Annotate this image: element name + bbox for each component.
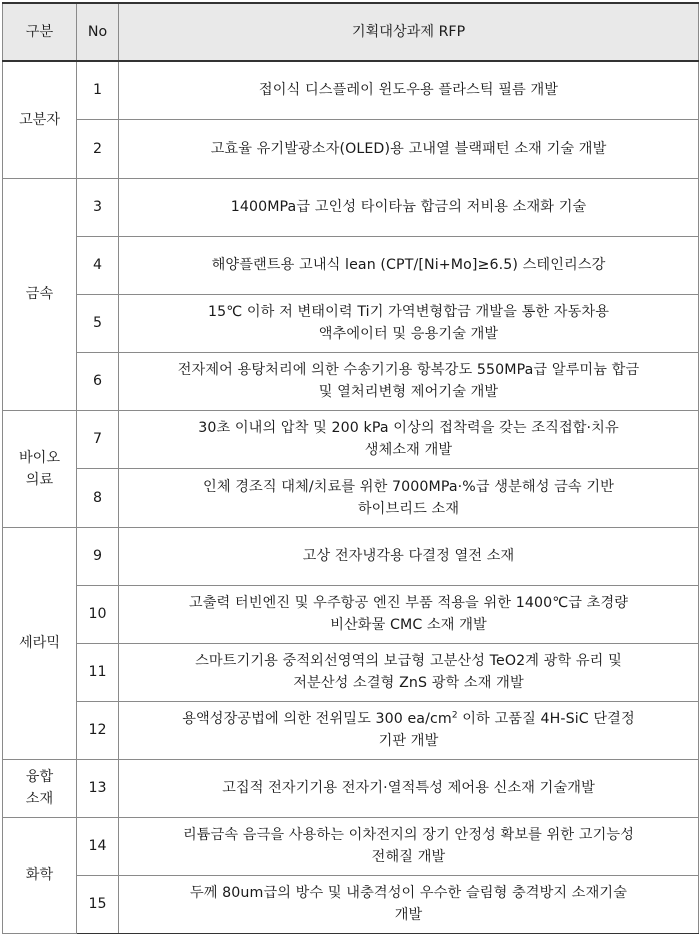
table-row: [3, 759, 699, 817]
category-line: 융합: [25, 769, 54, 785]
rfp-title: 접이식 디스플레이 윈도우용 플라스틱 필름 개발: [119, 61, 699, 119]
rfp-title: [119, 643, 699, 701]
rfp-title: 고상 전자냉각용 다결정 열전 소재: [119, 527, 699, 585]
rfp-title-line: 전자제어 용탕처리에 의한 수송기기용 항복강도 550MPa급 알루미늄 합금: [177, 362, 640, 378]
row-number: 2: [77, 119, 119, 178]
row-number: 5: [77, 294, 119, 352]
rfp-title-line: 인체 경조직 대체/치료를 위한 7000MPa·%급 생분해성 금속 기반: [203, 478, 614, 495]
header-row: [3, 3, 699, 61]
table-row: [3, 643, 699, 701]
rfp-title: [119, 817, 699, 875]
row-number: 6: [77, 352, 119, 410]
header-category: 구분: [3, 3, 77, 61]
header-title: 기획대상과제 RFP: [119, 3, 699, 61]
row-number: 9: [77, 527, 119, 585]
table-row: [3, 178, 699, 236]
rfp-title-line: 30초 이내의 압착 및 200 kPa 이상의 접착력을 갖는 조직접합·치유: [198, 420, 619, 436]
rfp-title-line: 개발: [394, 907, 423, 923]
rfp-title-line: 15℃ 이하 저 변태이력 Ti기 가역변형합금 개발을 통한 자동차용: [207, 304, 610, 320]
category-cell: [3, 759, 77, 817]
rfp-title-line: 이하 고품질 4H-SiC 단결정: [457, 711, 635, 727]
row-number: 13: [77, 759, 119, 817]
table-row: [3, 236, 699, 294]
header-no: No: [77, 3, 119, 61]
rfp-title: [119, 585, 699, 643]
table-row: [3, 61, 699, 119]
table-row: [3, 701, 699, 759]
rfp-title: 1400MPa급 고인성 타이타늄 합금의 저비용 소재화 기술: [119, 178, 699, 236]
row-number: 14: [77, 817, 119, 875]
rfp-title-line: 전해질 개발: [371, 849, 446, 865]
rfp-title: 해양플랜트용 고내식 lean (CPT/[Ni+Mo]≥6.5) 스테인리스강: [119, 236, 699, 294]
rfp-title: 고집적 전자기기용 전자기·열적특성 제어용 신소재 기술개발: [119, 759, 699, 817]
category-line: 의료: [25, 471, 54, 488]
rfp-title-line: 두께 80um급의 방수 및 내충격성이 우수한 슬림형 충격방지 소재기술: [189, 885, 628, 901]
row-number: 11: [77, 643, 119, 701]
table-row: [3, 294, 699, 352]
table-row: [3, 352, 699, 410]
rfp-title-line: 고출력 터빈엔진 및 우주항공 엔진 부품 적용을 위한 1400℃급 초경량: [188, 595, 629, 611]
rfp-title-line: 기판 개발: [378, 733, 439, 749]
table-row: [3, 817, 699, 875]
rfp-title: [119, 352, 699, 410]
rfp-title: [119, 701, 699, 759]
row-number: 8: [77, 468, 119, 527]
row-number: 10: [77, 585, 119, 643]
table-row: [3, 119, 699, 178]
table-row: [3, 585, 699, 643]
row-number: 1: [77, 61, 119, 119]
rfp-title: [119, 294, 699, 352]
row-number: 15: [77, 875, 119, 933]
category-cell: 고분자: [3, 61, 77, 178]
category-line: 바이오: [18, 449, 61, 466]
rfp-title-line: 스마트기기용 중적외선영역의 보급형 고분산성 TeO2계 광학 유리 및: [195, 653, 622, 669]
superscript: 2: [451, 710, 458, 721]
rfp-title-line: 리튬금속 음극을 사용하는 이차전지의 장기 안정성 확보를 위한 고기능성: [182, 827, 635, 843]
table-row: [3, 527, 699, 585]
row-number: 4: [77, 236, 119, 294]
category-cell: [3, 410, 77, 527]
rfp-title-line: 용액성장공법에 의한 전위밀도 300 ea/cm: [182, 711, 452, 727]
rfp-table: [2, 2, 699, 934]
row-number: 3: [77, 178, 119, 236]
row-number: 7: [77, 410, 119, 468]
category-line: 소재: [25, 791, 54, 807]
rfp-title-line: 액추에이터 및 응용기술 개발: [318, 326, 499, 342]
row-number: 12: [77, 701, 119, 759]
table-row: [3, 410, 699, 468]
rfp-title: [119, 875, 699, 933]
rfp-title-line: 비산화물 CMC 소재 개발: [330, 617, 487, 633]
category-cell: 세라믹: [3, 527, 77, 759]
rfp-title-line: 하이브리드 소재: [357, 500, 460, 517]
rfp-title-line: 생체소재 개발: [364, 442, 453, 458]
rfp-title: [119, 468, 699, 527]
table-row: [3, 468, 699, 527]
category-cell: 화학: [3, 817, 77, 933]
rfp-title-line: 저분산성 소결형 ZnS 광학 소재 개발: [293, 675, 524, 691]
category-cell: 금속: [3, 178, 77, 410]
table-row: [3, 875, 699, 933]
rfp-title: [119, 410, 699, 468]
rfp-title: 고효율 유기발광소자(OLED)용 고내열 블랙패턴 소재 기술 개발: [119, 119, 699, 178]
rfp-title-line: 및 열처리변형 제어기술 개발: [318, 384, 499, 400]
